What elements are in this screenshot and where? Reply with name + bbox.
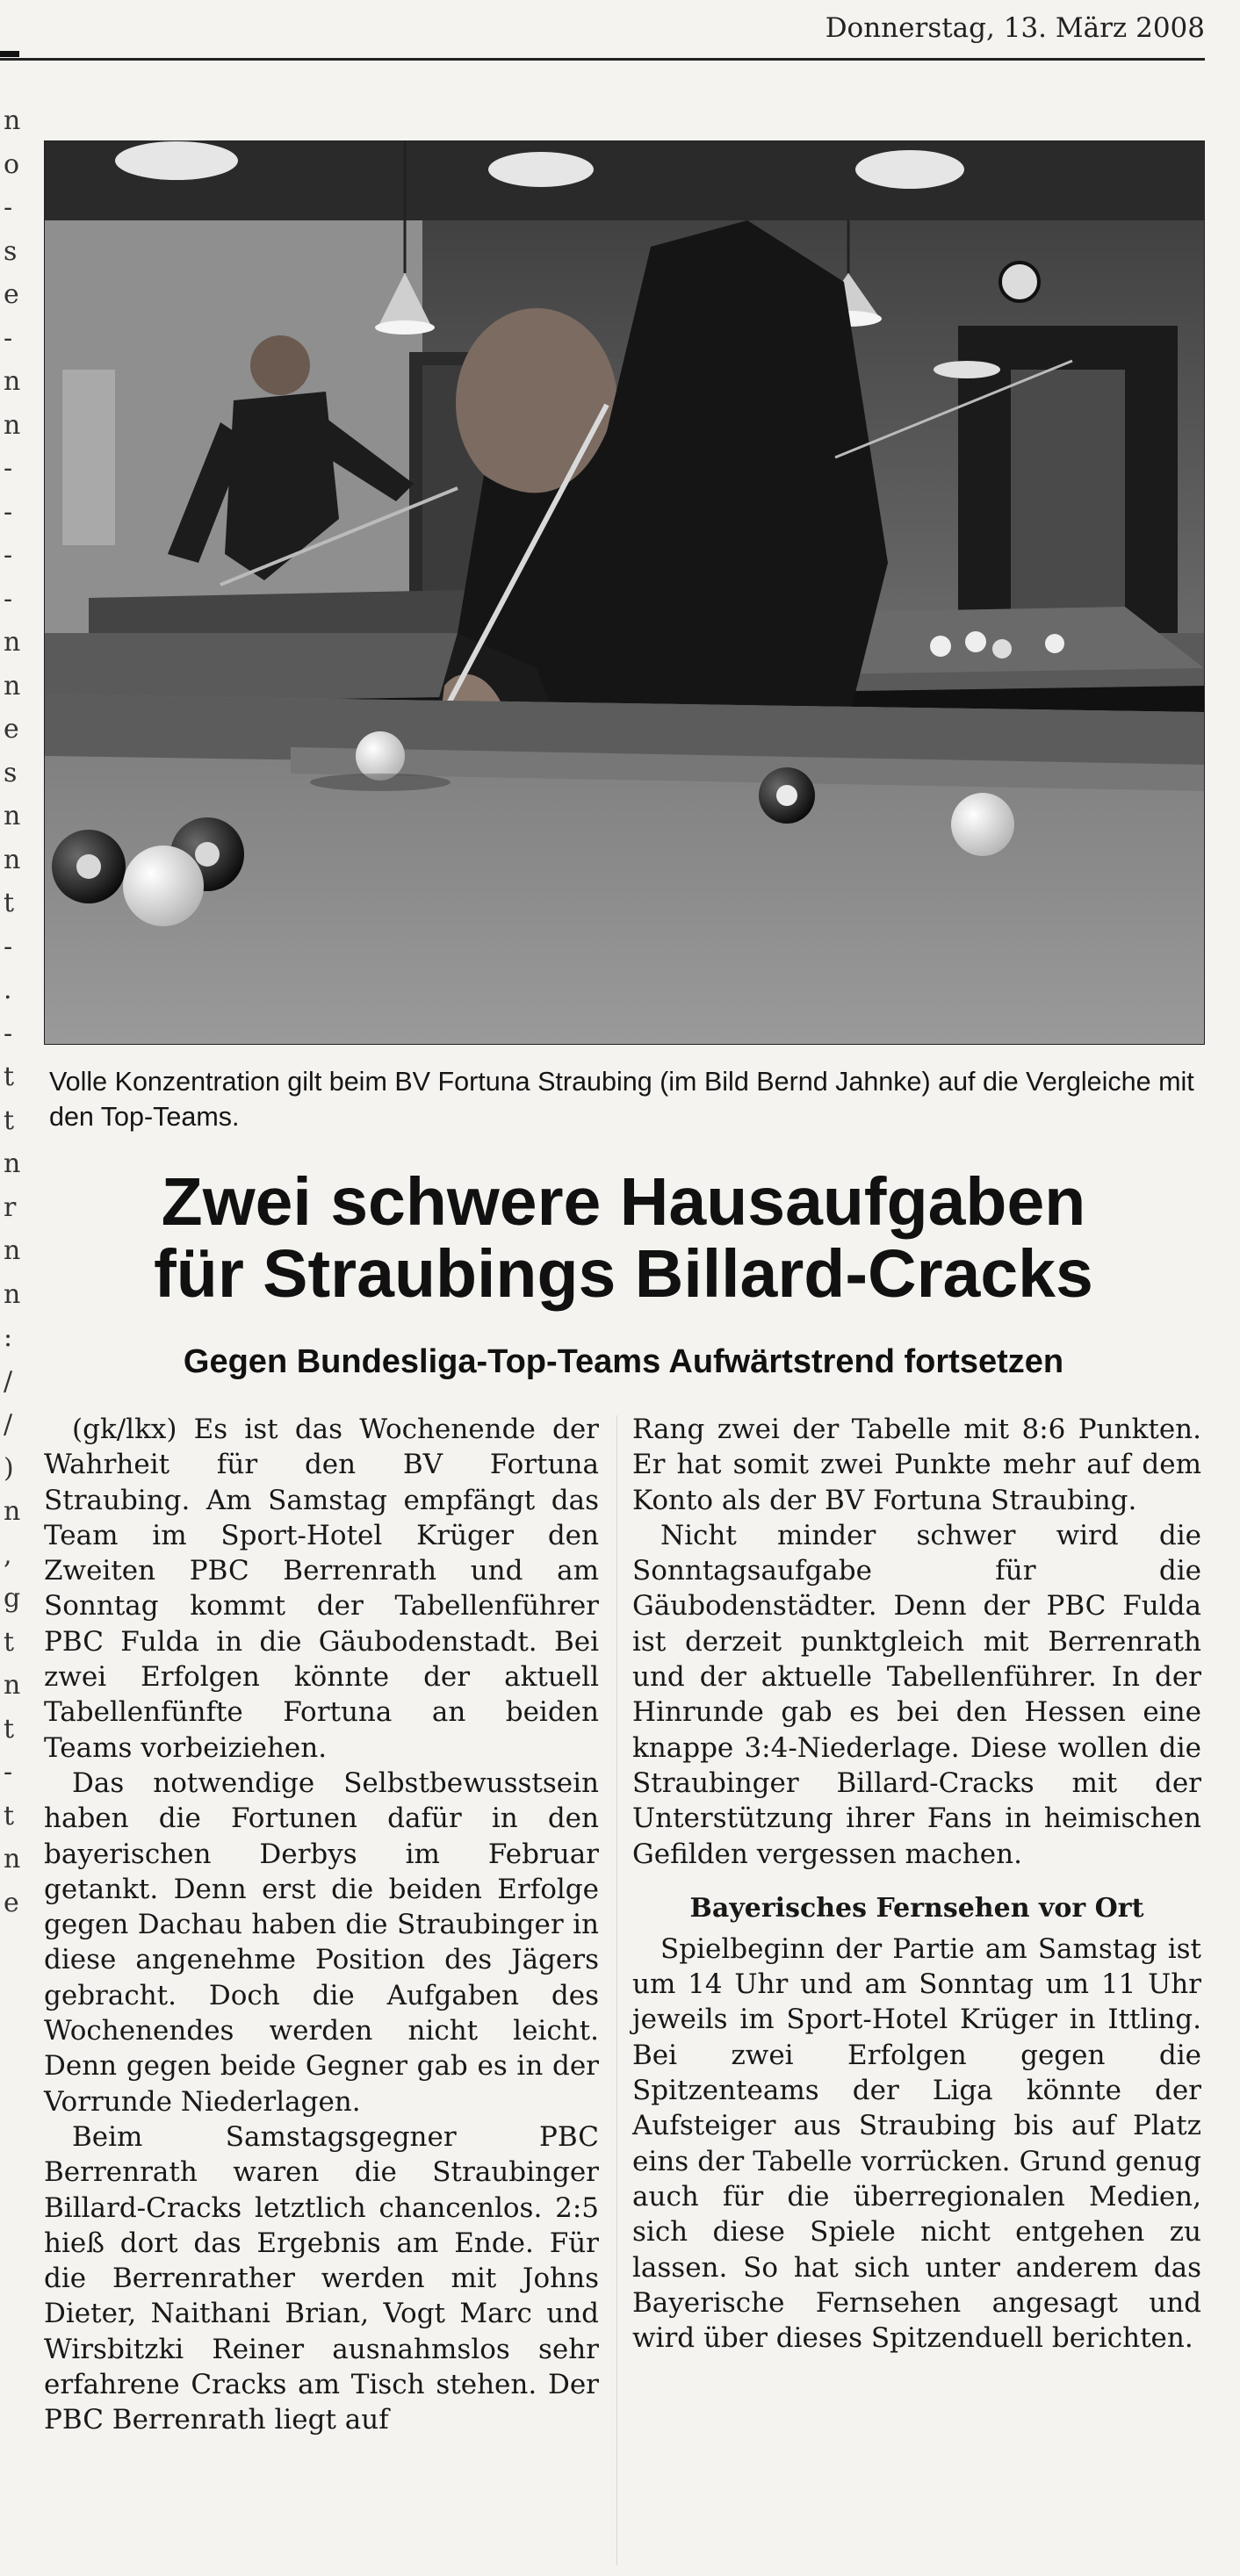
edge-fragment: - (4, 931, 13, 962)
edge-fragment: . (4, 975, 12, 1005)
edge-fragment: t (4, 1626, 15, 1658)
header-mark (0, 51, 19, 57)
paragraph: Nicht minder schwer wird die Sonntagsaufgabe für die Gäubodenstädter. Denn der PBC Fulda ist derzeit punktgleich mit Berrenrath und der aktuelle Tabellenführer. In der Hinrunde gab es bei den Hessen eine knappe 3:4-Niederlage. Diese wollen die Straubinger Billard-Cracks mit der Unterstützung ihrer Fans in heimischen Gefilden vergessen machen. (632, 1519, 1201, 1870)
edge-fragment: n (4, 1148, 21, 1179)
edge-fragment: ) (4, 1452, 14, 1484)
edge-fragment: n (4, 844, 21, 875)
article-subheadline: Gegen Bundesliga-Top-Teams Aufwärtstrend fortsetzen (183, 1343, 1064, 1380)
edge-fragment: - (4, 453, 13, 484)
edge-fragment: - (4, 192, 13, 223)
edge-fragment: - (4, 496, 13, 528)
article-intertitle: Bayerisches Fernsehen vor Ort (689, 1892, 1144, 1924)
edge-fragment: / (4, 1409, 13, 1440)
edge-fragment: t (4, 1800, 15, 1831)
edge-fragment: t (4, 1713, 15, 1745)
edge-fragment: s (4, 757, 18, 788)
edge-fragment: / (4, 1365, 13, 1397)
photo-caption: Volle Konzentration gilt beim BV Fortuna Straubing (im Bild Bernd Jahnke) auf die Vergleiche mit den Top-Teams. (49, 1067, 1194, 1132)
edge-fragment: n (4, 105, 21, 136)
edge-fragment: n (4, 1844, 21, 1874)
article-column-right (632, 1412, 1201, 2356)
edge-fragment: n (4, 1496, 21, 1527)
edge-fragment: o (4, 148, 20, 180)
paragraph: Rang zwei der Tabelle mit 8:6 Punkten. Er hat somit zwei Punkte mehr auf dem Konto als der BV Fortuna Straubing. (632, 1414, 1201, 1516)
edge-fragment: t (4, 1105, 15, 1136)
edge-fragment: n (4, 409, 21, 441)
paragraph: Spielbeginn der Partie am Samstag ist um 14 Uhr und am Sonntag um 11 Uhr jeweils im Sport-Hotel Krüger in Ittling. Bei zwei Erfolgen gegen die Spitzenteams der Liga könnte der Aufsteiger aus Straubing bis auf Platz eins der Tabelle vorrücken. Grund genug auch für die überregionalen Medien, sich diese Spiele nicht entgehen zu lassen. So hat sich unter anderem das Bayerische Fernsehen angesagt und wird über dieses Spitzenduell berichten. (632, 1932, 1201, 2355)
edge-fragment: r (4, 1191, 17, 1223)
edge-fragment: - (4, 540, 13, 571)
edge-fragment: t (4, 1061, 15, 1092)
issue-date: Donnerstag, 13. März 2008 (825, 12, 1205, 44)
paragraph: Beim Samstagsgegner PBC Berrenrath waren die Straubinger Billard-Cracks letztlich chancenlos. 2:5 hieß dort das Ergebnis am Ende. Für die Berrenrather werden mit Johns Dieter, Naithani Brian, Vogt Marc und Wirsbitzki Reiner ausnahmslos sehr erfahrene Cracks am Tisch stehen. Der PBC Berrenrath liegt auf (44, 2120, 599, 2436)
edge-fragment: n (4, 1670, 21, 1701)
edge-fragment: n (4, 1278, 21, 1310)
edge-fragment: n (4, 1235, 21, 1266)
edge-fragment: s (4, 235, 18, 267)
edge-fragment: - (4, 1757, 13, 1788)
edge-fragment: n (4, 670, 21, 702)
header-rule (0, 58, 1205, 61)
edge-fragment: , (4, 1539, 12, 1571)
cut-off-adjacent-column (0, 105, 23, 1932)
edge-fragment: g (4, 1583, 21, 1614)
paragraph: Das notwendige Selbstbewusstsein haben die Fortunen dafür in den bayerischen Derbys im Februar getankt. Denn erst die beiden Erfolge gegen Dachau haben die Straubinger in diese angenehme Position des Jägers gebracht. Doch die Aufgaben des Wochenendes werden nicht leicht. Denn gegen beide Gegner gab es in der Vorrunde Niederlagen. (44, 1767, 599, 2118)
billiard-photo (44, 140, 1205, 1045)
article-column-left (44, 1412, 599, 2438)
headline-line-2: für Straubings Billard-Cracks (154, 1236, 1093, 1312)
article-headline (44, 1166, 1203, 1310)
edge-fragment: n (4, 801, 21, 831)
edge-fragment: - (4, 1018, 13, 1049)
billiard-photo-illustration (45, 141, 1204, 1044)
edge-fragment: - (4, 583, 13, 615)
edge-fragment: e (4, 1887, 19, 1918)
edge-fragment: - (4, 322, 13, 354)
edge-fragment: e (4, 714, 19, 745)
edge-fragment: n (4, 366, 21, 397)
edge-fragment: n (4, 627, 21, 658)
paragraph: (gk/lkx) Es ist das Wochenende der Wahrheit für den BV Fortuna Straubing. Am Samstag empfängt das Team im Sport-Hotel Krüger den Zweiten PBC Berrenrath und am Sonntag kommt der Tabellenführer PBC Fulda in die Gäubodenstadt. Bei zwei Erfolgen könnte der aktuell Tabellenfünfte Fortuna an beiden Teams vorbeiziehen. (44, 1414, 599, 1764)
column-divider (616, 1415, 617, 2565)
edge-fragment: t (4, 888, 15, 918)
headline-line-1: Zwei schwere Hausaufgaben (161, 1164, 1086, 1240)
edge-fragment: e (4, 279, 19, 310)
edge-fragment: : (4, 1322, 13, 1353)
